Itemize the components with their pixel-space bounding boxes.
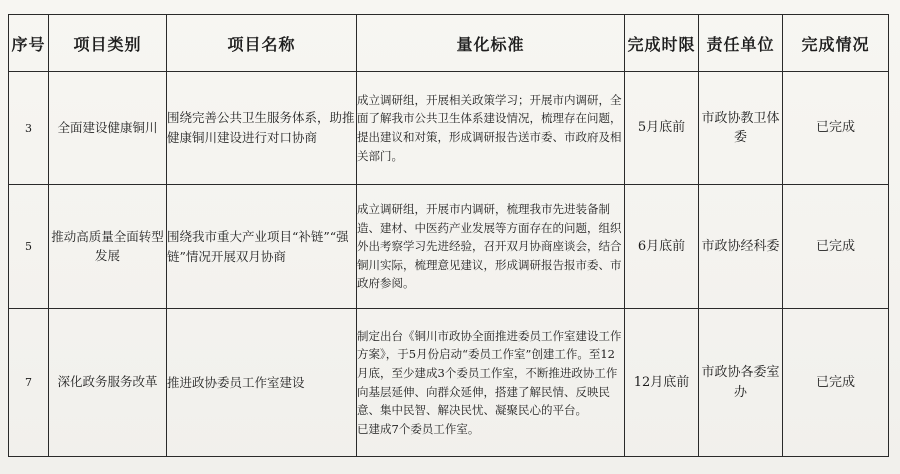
cell-status: 已完成 (783, 185, 889, 309)
header-status: 完成情况 (783, 15, 889, 72)
work-plan-table (8, 14, 889, 457)
header-category: 项目类别 (49, 15, 167, 72)
cell-standard (357, 309, 625, 457)
table-header-row (9, 15, 889, 72)
cell-name: 围绕完善公共卫生服务体系，助推健康铜川建设进行对口协商 (167, 72, 357, 185)
header-deadline: 完成时限 (625, 15, 699, 72)
cell-standard: 成立调研组，开展相关政策学习；开展市内调研，全面了解我市公共卫生体系建设情况，梳理存在问题，提出建议和对策，形成调研报告送市委、市政府及相关部门。 (357, 72, 625, 185)
cell-name: 推进政协委员工作室建设 (167, 309, 357, 457)
cell-deadline: 12月底前 (625, 309, 699, 457)
header-no: 序号 (9, 15, 49, 72)
standard-result-text: 已建成7个委员工作室。 (357, 421, 480, 436)
cell-standard: 成立调研组，开展市内调研，梳理我市先进装备制造、建材、中医药产业发展等方面存在的问题，组织外出考察学习先进经验，召开双月协商座谈会，结合铜川实际，梳理意见建议，形成调研报告报市委、市政府参阅。 (357, 185, 625, 309)
cell-no: 3 (9, 72, 49, 185)
table-row (9, 72, 889, 185)
cell-status: 已完成 (783, 309, 889, 457)
header-name: 项目名称 (167, 15, 357, 72)
cell-no: 7 (9, 309, 49, 457)
cell-unit: 市政协各委室办 (699, 309, 783, 457)
cell-category: 全面建设健康铜川 (49, 72, 167, 185)
cell-unit: 市政协教卫体委 (699, 72, 783, 185)
table-row (9, 185, 889, 309)
cell-deadline: 5月底前 (625, 72, 699, 185)
cell-no: 5 (9, 185, 49, 309)
cell-category: 推动高质量全面转型发展 (49, 185, 167, 309)
header-unit: 责任单位 (699, 15, 783, 72)
cell-unit: 市政协经科委 (699, 185, 783, 309)
standard-text: 制定出台《铜川市政协全面推进委员工作室建设工作方案》，于5月份启动“委员工作室”创建工作。至12月底，至少建成3个委员工作室，不断推进政协工作向基层延伸、向群众延伸，搭建了解民情、反映民意、集中民智、解决民忧、凝聚民心的平台。 (357, 328, 622, 418)
cell-deadline: 6月底前 (625, 185, 699, 309)
cell-category: 深化政务服务改革 (49, 309, 167, 457)
cell-name: 围绕我市重大产业项目“补链”“强链”情况开展双月协商 (167, 185, 357, 309)
header-standard: 量化标准 (357, 15, 625, 72)
table-row (9, 309, 889, 457)
cell-status: 已完成 (783, 72, 889, 185)
